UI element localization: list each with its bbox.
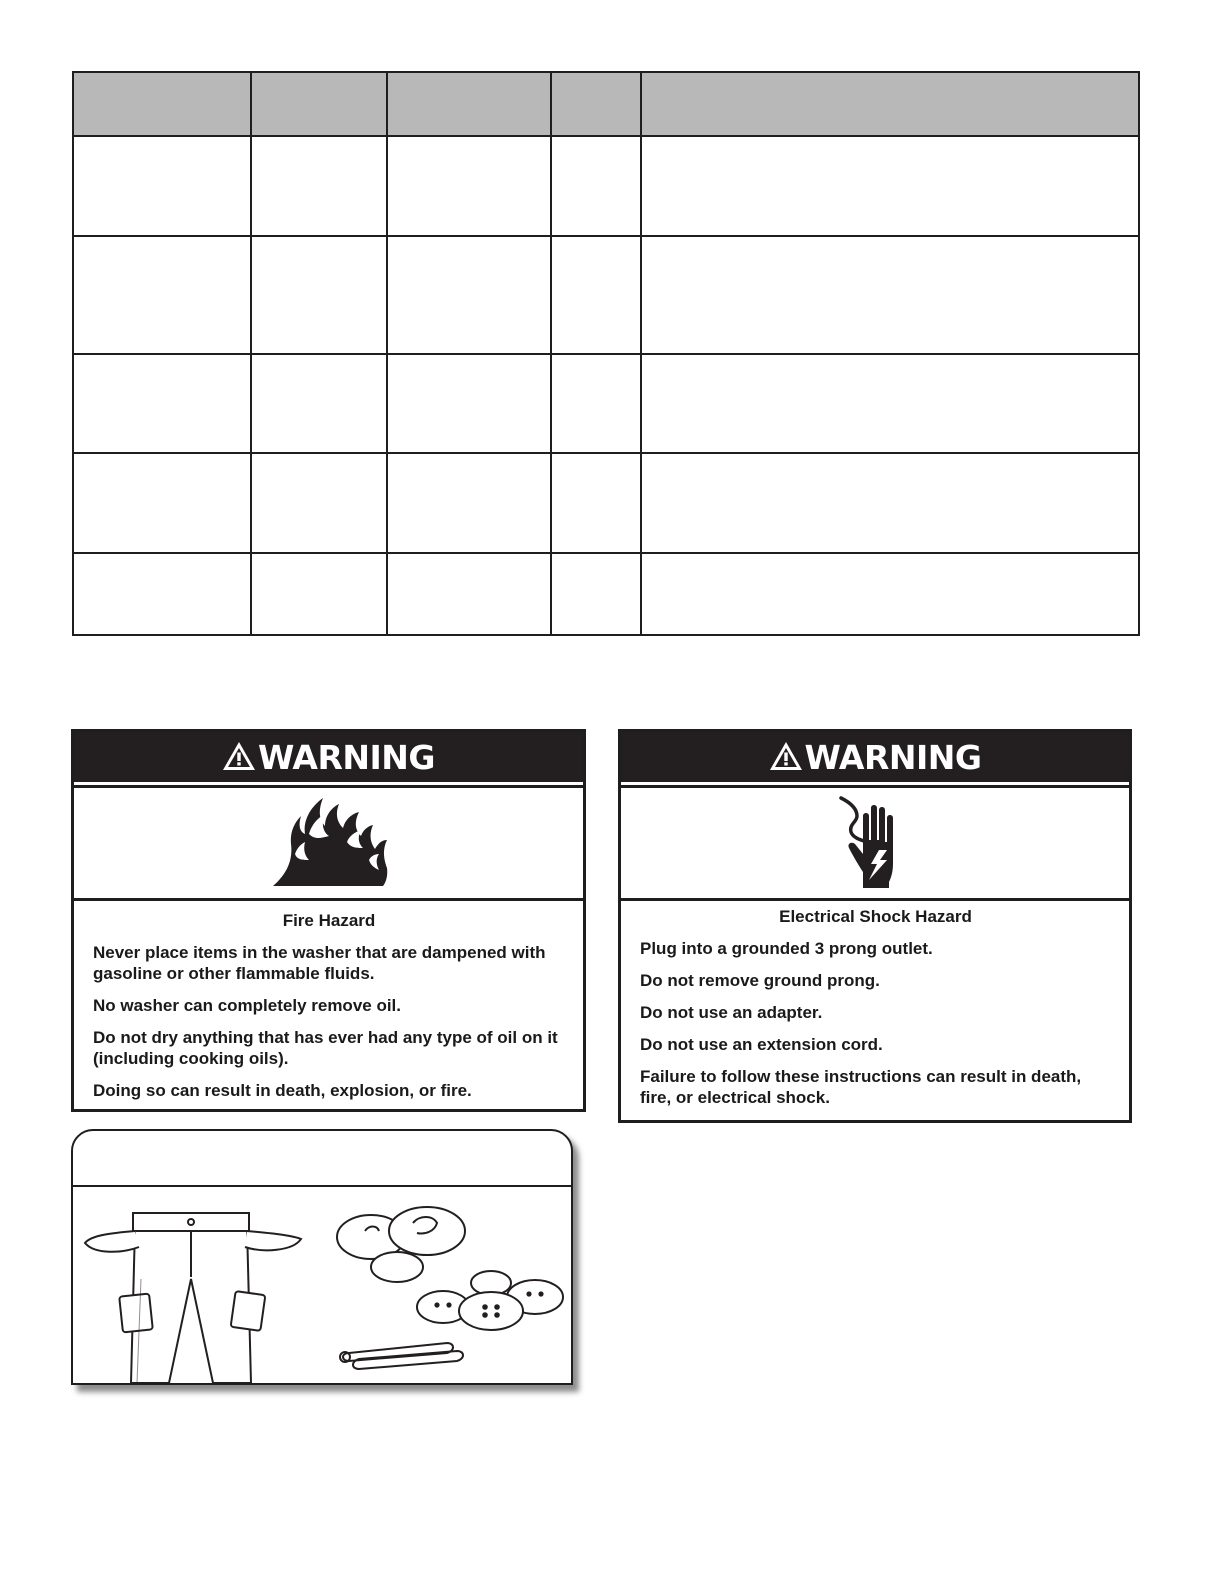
hazard-title: Electrical Shock Hazard (779, 907, 972, 926)
table-row (73, 136, 1139, 236)
table-header-cell (387, 72, 551, 136)
pants-pockets-icon (85, 1213, 301, 1383)
table-cell (641, 136, 1139, 236)
empty-pockets-illustration (73, 1187, 571, 1383)
warning-line: Do not use an extension cord. (640, 1035, 883, 1054)
table-cell (73, 136, 251, 236)
fire-hazard-warning (71, 729, 586, 1112)
table-cell (73, 553, 251, 635)
table-cell (551, 236, 641, 354)
cycle-guide-table (72, 71, 1140, 636)
hazard-title: Fire Hazard (282, 911, 376, 930)
table-cell (73, 354, 251, 453)
table-cell (251, 236, 387, 354)
warning-body (74, 901, 583, 1101)
table-header-cell (73, 72, 251, 136)
table-cell (387, 236, 551, 354)
warning-line: Failure to follow these instructions can result in death, fire, or electrical shock. (640, 1067, 1082, 1107)
table-cell (387, 354, 551, 453)
empty-pockets-panel (71, 1129, 573, 1385)
hazard-symbol-area (621, 782, 1129, 901)
table-cell (251, 453, 387, 553)
table-row (73, 354, 1139, 453)
table-cell (641, 236, 1139, 354)
table-cell (73, 236, 251, 354)
table-cell (387, 453, 551, 553)
warning-line: Do not dry anything that has ever had any type of oil on it (including cooking oils). (93, 1028, 558, 1068)
buttons-icon (417, 1271, 563, 1330)
safety-pins-icon (340, 1343, 463, 1369)
table-header-cell (551, 72, 641, 136)
table-cell (641, 553, 1139, 635)
warning-line: Plug into a grounded 3 prong outlet. (640, 939, 933, 958)
table-header-row (73, 72, 1139, 136)
warning-line: Do not use an adapter. (640, 1003, 823, 1022)
table-cell (551, 553, 641, 635)
electrical-shock-warning (618, 729, 1132, 1123)
table-cell (641, 453, 1139, 553)
panel-header (73, 1131, 571, 1187)
table-cell (251, 136, 387, 236)
table-header-cell (641, 72, 1139, 136)
table-header-cell (251, 72, 387, 136)
table-cell (387, 553, 551, 635)
table-cell (551, 453, 641, 553)
alert-triangle-icon (222, 741, 256, 771)
table-row (73, 553, 1139, 635)
table-cell (73, 453, 251, 553)
table-cell (251, 553, 387, 635)
hazard-symbol-area (74, 782, 583, 901)
warning-line: Never place items in the washer that are dampened with gasoline or other flammable fluids. (93, 943, 546, 983)
coins-icon (337, 1207, 465, 1282)
warning-line: Doing so can result in death, explosion, or fire. (93, 1081, 472, 1100)
warning-line: No washer can completely remove oil. (93, 996, 402, 1015)
warning-header (74, 732, 583, 782)
alert-triangle-icon (769, 741, 803, 771)
fire-icon (269, 794, 389, 890)
table-cell (641, 354, 1139, 453)
warning-body (621, 901, 1129, 1108)
table-cell (551, 354, 641, 453)
electric-shock-hand-icon (835, 794, 915, 890)
table-row (73, 453, 1139, 553)
signal-word: WARNING (804, 737, 982, 777)
warning-header (621, 732, 1129, 782)
table-cell (251, 354, 387, 453)
warning-line: Do not remove ground prong. (640, 971, 880, 990)
signal-word: WARNING (258, 737, 435, 777)
table-row (73, 236, 1139, 354)
table-cell (387, 136, 551, 236)
table-cell (551, 136, 641, 236)
